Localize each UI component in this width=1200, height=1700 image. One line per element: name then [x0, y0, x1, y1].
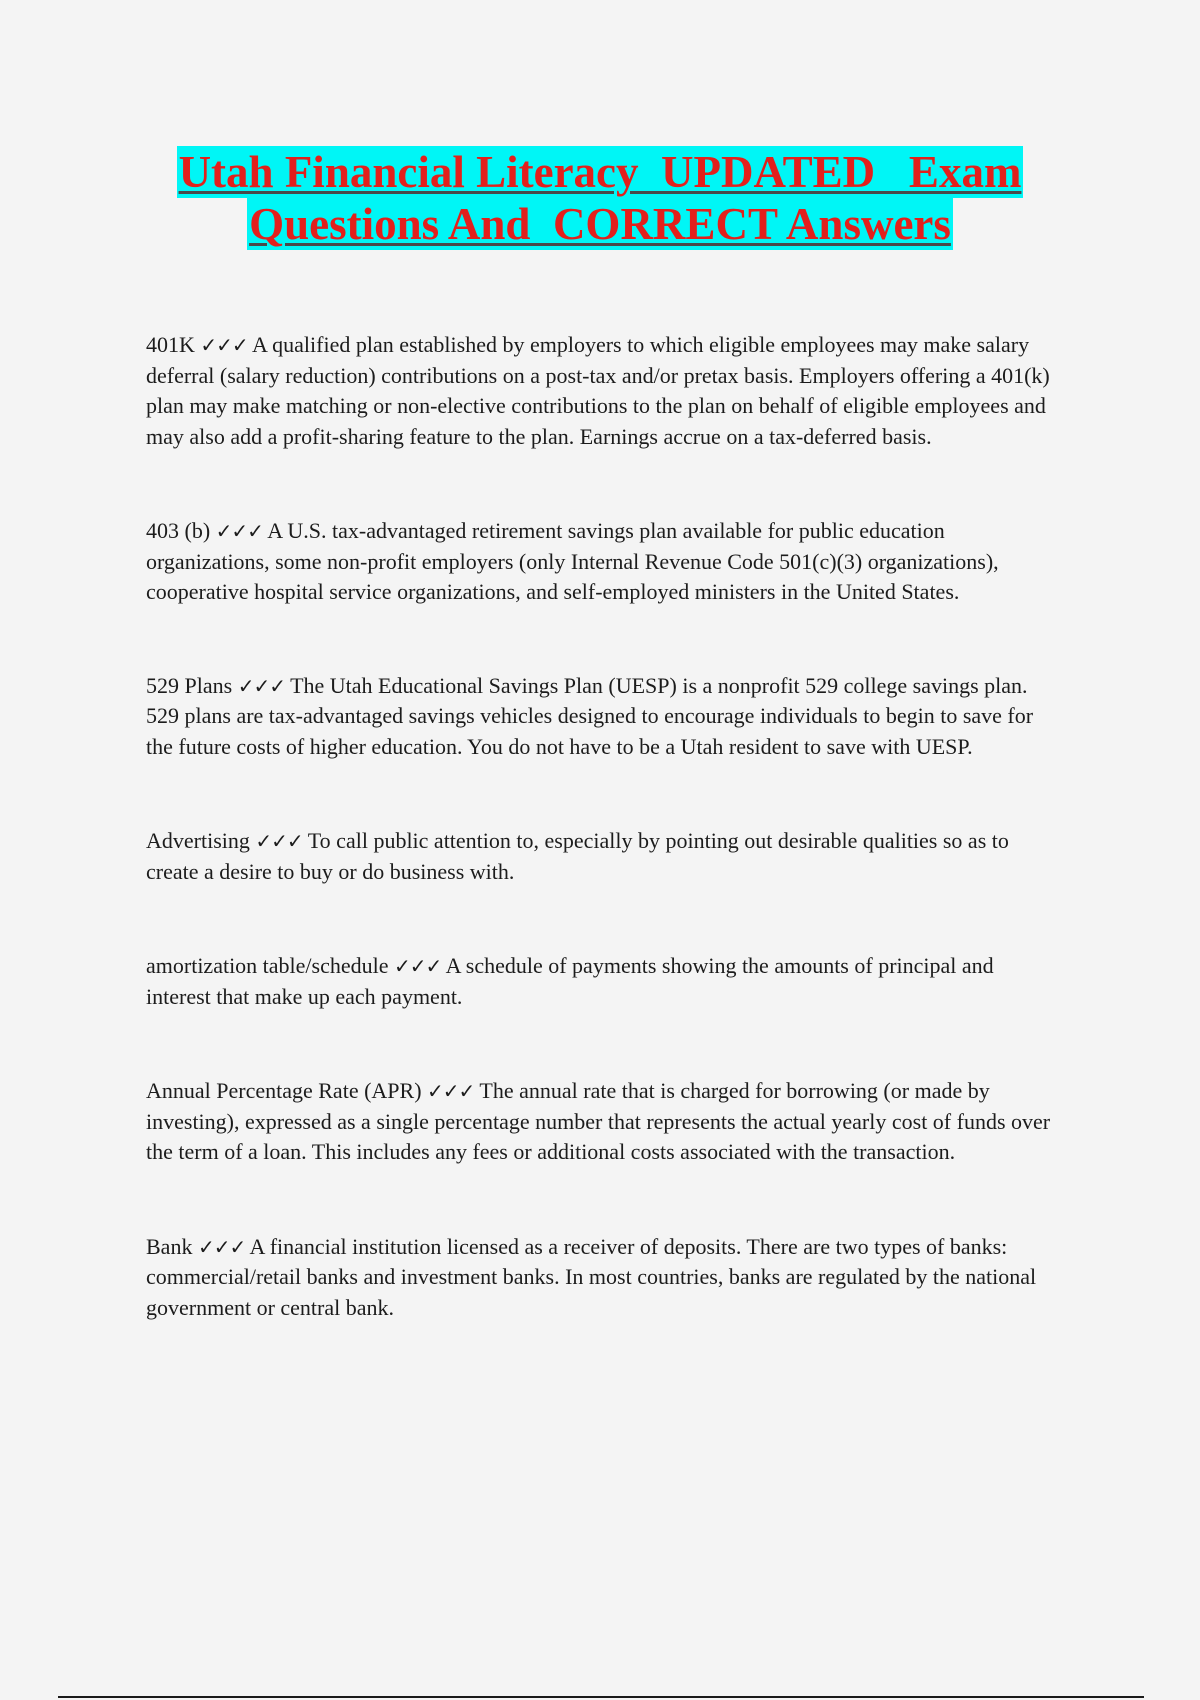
entry-term: Bank	[146, 1233, 193, 1259]
document-title	[100, 146, 1100, 250]
check-marks-icon: ✓✓✓	[197, 1234, 246, 1259]
entry-401k	[146, 330, 1056, 452]
entry-definition: To call public attention to, especially by pointing out desirable qualities so as to create a desire to buy or do business with.	[146, 828, 1009, 884]
title-line-2: Questions And CORRECT Answers	[249, 199, 951, 249]
entry-529-plans	[146, 671, 1056, 763]
glossary-entries	[146, 330, 1056, 1323]
check-marks-icon: ✓✓✓	[255, 829, 303, 853]
check-marks-icon: ✓✓✓	[394, 954, 442, 978]
entry-term: amortization table/schedule	[146, 953, 389, 978]
entry-definition: A qualified plan established by employers to which eligible employees may make salary deferral (salary reduction) contributions on a post-tax and/or pretax basis. Employers offering a 401(k) plan may make matching or non-elective contributions to the plan on behalf of eligible employees and may also add a profit-sharing feature to the plan. Earnings accrue on a tax-deferred basis.	[146, 332, 1050, 449]
check-marks-icon: ✓✓✓	[215, 519, 263, 543]
check-marks-icon: ✓✓✓	[200, 333, 248, 357]
check-marks-icon: ✓✓✓	[237, 673, 285, 698]
entry-definition: A financial institution licensed as a receiver of deposits. There are two types of banks: commercial/retail banks and investment banks. In most countries, banks are regulated by the national government or central bank.	[146, 1233, 1037, 1320]
entry-advertising	[146, 826, 1056, 887]
entry-term: 401K	[146, 332, 195, 357]
entry-term: 403 (b)	[146, 518, 211, 543]
footer-divider	[58, 1696, 1144, 1698]
entry-definition: A schedule of payments showing the amounts of principal and interest that make up each payment.	[146, 953, 994, 1009]
entry-definition: The annual rate that is charged for borrowing (or made by investing), expressed as a single percentage number that represents the actual yearly cost of funds over the term of a loan. This includes any fees or additional costs associated with the transaction.	[146, 1078, 1051, 1164]
entry-apr	[146, 1076, 1056, 1168]
entry-term: 529 Plans	[146, 672, 233, 698]
entry-term: Advertising	[146, 828, 250, 853]
entry-amortization	[146, 951, 1056, 1012]
entry-bank	[146, 1232, 1056, 1324]
entry-term: Annual Percentage Rate (APR)	[146, 1078, 422, 1103]
title-line-1: Utah Financial Literacy UPDATED Exam	[178, 147, 1022, 197]
entry-definition: A U.S. tax-advantaged retirement savings plan available for public education organizations, some non-profit employers (only Internal Revenue Code 501(c)(3) organizations), cooperative hospital service organizations, and self-employed ministers in the United States.	[146, 518, 999, 604]
check-marks-icon: ✓✓✓	[427, 1079, 475, 1103]
entry-definition: The Utah Educational Savings Plan (UESP) is a nonprofit 529 college savings plan. 529 plans are tax-advantaged savings vehicles designed to encourage individuals to begin to save for the future costs of higher education. You do not have to be a Utah resident to save with UESP.	[146, 672, 1034, 759]
entry-403b	[146, 516, 1056, 608]
